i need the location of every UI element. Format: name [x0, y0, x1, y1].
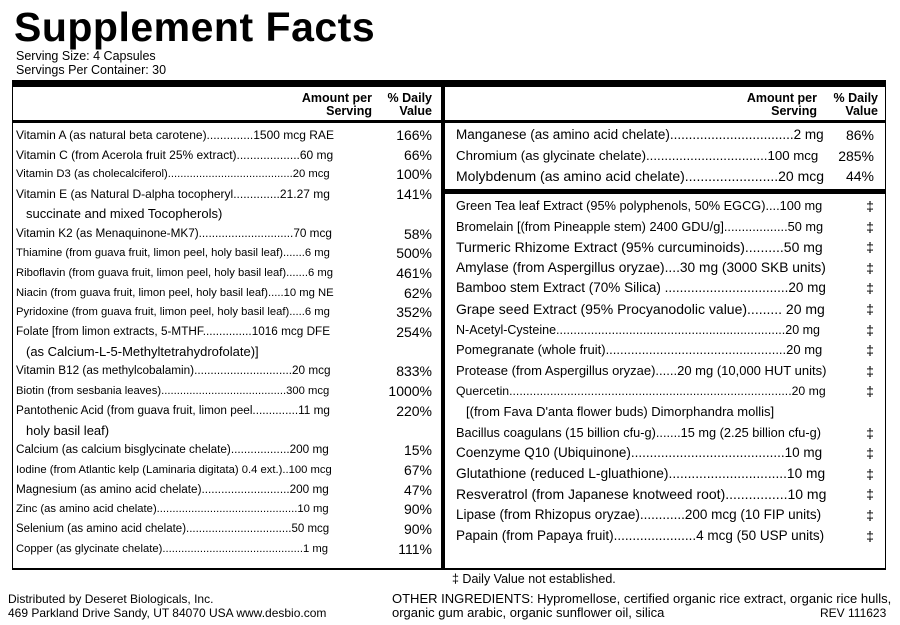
daily-value: ‡: [866, 383, 874, 400]
daily-value: ‡: [866, 445, 874, 462]
page-title: Supplement Facts: [14, 4, 376, 50]
nutrient-name: Chromium (as glycinate chelate).................................100 mcg: [456, 147, 819, 163]
daily-value: ‡: [866, 259, 874, 276]
left-header-rule: [12, 120, 442, 123]
daily-value: 62%: [403, 284, 432, 301]
nutrient-name: Copper (as glycinate chelate).............................................1 mg: [16, 542, 328, 555]
nutrient-name: Quercetin...................................................................................20 mg: [456, 384, 826, 399]
daily-value: ‡: [866, 280, 874, 297]
daily-value: ‡: [866, 321, 874, 338]
nutrient-name: holy basil leaf): [26, 422, 110, 438]
right-header-amount: Amount per Serving: [746, 91, 817, 118]
nutrient-name: Folate [from limon extracts, 5-MTHF...............1016 mcg DFE: [16, 325, 331, 338]
nutrient-name: Vitamin D3 (as cholecalciferol)........................................20 mcg: [16, 168, 330, 181]
daily-value: 833%: [396, 363, 432, 380]
bottom-border: [12, 568, 886, 570]
nutrient-name: Papain (from Papaya fruit)......................4 mcg (50 USP units): [456, 527, 825, 543]
daily-value: 111%: [398, 540, 432, 557]
nutrient-name: Amylase (from Aspergillus oryzae)....30 mg (3000 SKB units): [456, 259, 826, 275]
top-thick-rule: [12, 80, 886, 87]
nutrient-name: Glutathione (reduced L-gluathione)...............................10 mg: [456, 465, 826, 481]
daily-value: 1000%: [388, 383, 432, 400]
nutrient-name: [(from Fava D'anta flower buds) Dimorphandra mollis]: [466, 404, 775, 419]
revision: REV 111623: [820, 606, 887, 620]
nutrient-name: Riboflavin (from guava fruit, limon peel, holy basil leaf).......6 mg: [16, 266, 334, 279]
nutrient-name: Vitamin E (as Natural D-alpha tocopheryl..............21.27 mg: [16, 187, 330, 202]
right-mid-thick-rule: [445, 189, 886, 194]
daily-value: 461%: [396, 264, 432, 281]
daily-value: 100%: [396, 166, 432, 183]
right-header-rule: [445, 120, 886, 123]
daily-value: 254%: [396, 324, 432, 340]
daily-value: 90%: [403, 521, 432, 537]
serving-size: Serving Size: 4 Capsules: [16, 49, 156, 63]
daily-value: ‡: [866, 198, 874, 214]
nutrient-name: Bromelain [(from Pineapple stem) 2400 GDU/g]..................50 mg: [456, 218, 824, 234]
daily-value: ‡: [866, 527, 874, 544]
daily-value: 67%: [403, 461, 432, 478]
daily-value: ‡: [866, 218, 874, 235]
daily-value: 86%: [845, 127, 874, 143]
daily-value: ‡: [866, 424, 874, 441]
nutrient-name: Selenium (as amino acid chelate).................................50 mcg: [16, 523, 330, 535]
daily-value: ‡: [866, 486, 874, 503]
nutrient-name: Pyridoxine (from guava fruit, limon peel, holy basil leaf).....6 mg: [16, 306, 330, 319]
daily-value: 47%: [403, 481, 432, 498]
daily-value: 500%: [396, 245, 432, 262]
nutrient-name: Zinc (as amino acid chelate).............................................10 mg: [16, 503, 329, 516]
daily-value: 44%: [845, 168, 874, 184]
nutrient-name: Magnesium (as amino acid chelate)...........................200 mg: [16, 482, 329, 496]
nutrient-name: Pantothenic Acid (from guava fruit, limon peel..............11 mg: [16, 403, 330, 417]
nutrient-name: Lipase (from Rhizopus oryzae)............200 mcg (10 FIP units): [456, 507, 822, 522]
nutrient-name: Iodine (from Atlantic kelp (Laminaria digitata) 0.4 ext.)..100 mcg: [16, 463, 332, 476]
daily-value: ‡: [866, 239, 874, 256]
nutrient-name: Green Tea leaf Extract (95% polyphenols, 50% EGCG)....100 mg: [456, 198, 823, 213]
nutrient-name: Vitamin K2 (as Menaquinone-MK7).............................70 mcg: [16, 226, 332, 240]
daily-value: 220%: [396, 402, 432, 419]
daily-value: 141%: [396, 186, 432, 203]
nutrient-name: Grape seed Extract (95% Procyanodolic value)......... 20 mg: [456, 301, 825, 317]
nutrient-name: Bacillus coagulans (15 billion cfu-g).......15 mg (2.25 billion cfu-g): [456, 424, 821, 440]
daily-value: ‡: [866, 342, 874, 359]
nutrient-name: Turmeric Rhizome Extract (95% curcuminoids)..........50 mg: [456, 239, 823, 256]
nutrient-name: Molybdenum (as amino acid chelate)........................20 mcg: [456, 168, 825, 184]
left-header-amount: Amount per Serving: [301, 91, 372, 118]
daily-value: 166%: [396, 127, 432, 143]
daily-value: ‡: [866, 301, 874, 317]
nutrient-name: Biotin (from sesbania leaves)........................................300 mcg: [16, 385, 330, 398]
right-header-dv: % Daily Value: [833, 91, 878, 118]
daily-value: ‡: [866, 507, 874, 523]
nutrient-name: Vitamin A (as natural beta carotene)..............1500 mcg RAE: [16, 128, 334, 142]
distributed-by: Distributed by Deseret Biologicals, Inc.: [8, 592, 214, 606]
daily-value: 352%: [396, 304, 432, 321]
other-ingredients-line2: organic gum arabic, organic sunflower oil, silica: [392, 605, 665, 620]
nutrient-name: Coenzyme Q10 (Ubiquinone).........................................10 mg: [456, 445, 823, 461]
center-divider: [441, 80, 445, 570]
right-border: [885, 80, 886, 570]
daily-value: 15%: [403, 442, 432, 459]
daily-value: 90%: [403, 501, 432, 518]
daily-value: 66%: [403, 146, 432, 163]
nutrient-name: Niacin (from guava fruit, limon peel, holy basil leaf).....10 mg NE: [16, 286, 334, 299]
other-ingredients-line1: OTHER INGREDIENTS: Hypromellose, certified organic rice extract, organic rice hulls,: [392, 591, 892, 606]
daily-value: ‡: [866, 465, 874, 482]
nutrient-name: Manganese (as amino acid chelate).................................2 mg: [456, 127, 824, 142]
nutrient-name: Vitamin C (from Acerola fruit 25% extract)...................60 mg: [16, 147, 334, 162]
left-header-dv: % Daily Value: [387, 91, 432, 118]
nutrient-name: succinate and mixed Tocopherols): [26, 205, 223, 221]
nutrient-name: Resveratrol (from Japanese knotweed root)................10 mg: [456, 486, 827, 503]
left-border: [12, 80, 13, 570]
nutrient-name: (as Calcium-L-5-Methyltetrahydrofolate)]: [26, 343, 259, 359]
nutrient-name: Vitamin B12 (as methylcobalamin)..............................20 mcg: [16, 364, 331, 378]
nutrient-name: Protease (from Aspergillus oryzae)......20 mg (10,000 HUT units): [456, 362, 827, 378]
nutrient-name: Bamboo stem Extract (70% Silica) .................................20 mg: [456, 280, 826, 296]
servings-per-container: Servings Per Container: 30: [16, 63, 167, 77]
nutrient-name: N-Acetyl-Cysteine..................................................................20 mg: [456, 322, 820, 337]
nutrient-name: Pomegranate (whole fruit)..................................................20 mg: [456, 342, 823, 358]
dv-note: ‡ Daily Value not established.: [452, 572, 616, 586]
daily-value: ‡: [866, 362, 874, 379]
daily-value: 58%: [403, 225, 432, 242]
daily-value: 285%: [838, 147, 874, 164]
nutrient-name: Calcium (as calcium bisglycinate chelate)..................200 mg: [16, 443, 329, 457]
nutrient-name: Thiamine (from guava fruit, limon peel, holy basil leaf).......6 mg: [16, 247, 330, 260]
address: 469 Parkland Drive Sandy, UT 84070 USA www.desbio.com: [8, 606, 327, 620]
